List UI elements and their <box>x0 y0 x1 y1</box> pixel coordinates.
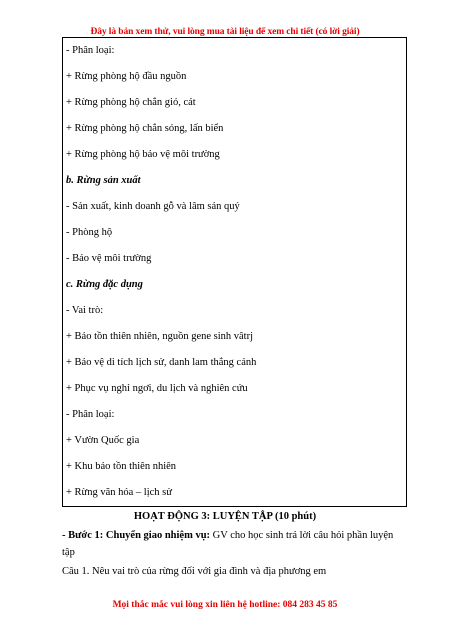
list-item: + Rừng phòng hộ chắn sóng, lấn biển <box>66 123 224 134</box>
step-label: - Bước 1: Chuyển giao nhiệm vụ: <box>62 530 211 541</box>
section-subheading: b. Rừng sản xuất <box>66 175 141 186</box>
list-item: + Rừng phòng hộ chắn gió, cát <box>66 97 196 108</box>
preview-notice-banner: Đây là bản xem thử, vui lòng mua tài liệu để xem chi tiết (có lời giải) <box>90 27 360 37</box>
list-item: + Rừng phòng hộ bảo vệ môi trường <box>66 149 220 160</box>
list-item: - Sản xuất, kinh doanh gỗ và lâm sản quý <box>66 201 240 212</box>
step-text: GV cho học sinh trả lời câu hỏi phần luyện tập <box>62 530 394 558</box>
list-item: + Vườn Quốc gia <box>66 435 140 446</box>
section-subheading: c. Rừng đặc dụng <box>66 279 143 290</box>
question-text: Câu 1. Nêu vai trò của rừng đối với gia đình và địa phương em <box>62 566 327 577</box>
list-item: + Bảo tồn thiên nhiên, nguồn gene sinh vâtrj <box>66 331 254 342</box>
list-item: + Khu bảo tồn thiên nhiên <box>66 461 177 472</box>
list-item: - Phân loại: <box>66 409 115 420</box>
list-item: + Rừng phòng hộ đầu nguồn <box>66 71 187 82</box>
step-paragraph <box>62 527 407 561</box>
list-item: - Bảo vệ môi trường <box>66 253 152 264</box>
list-item: - Phân loại: <box>66 45 115 56</box>
activity-heading: HOẠT ĐỘNG 3: LUYỆN TẬP (10 phút) <box>133 511 317 522</box>
list-item: - Phòng hộ <box>66 227 113 238</box>
list-item: + Bảo vệ di tích lịch sử, danh lam thắng cảnh <box>66 357 257 368</box>
list-item: - Vai trò: <box>66 305 104 316</box>
hotline-banner: Mọi thắc mắc vui lòng xin liên hệ hotline: 084 283 45 85 <box>112 600 338 610</box>
list-item: + Rừng văn hóa – lịch sử <box>66 487 172 498</box>
list-item: + Phục vụ nghỉ ngơi, du lịch và nghiên cứu <box>66 383 248 394</box>
